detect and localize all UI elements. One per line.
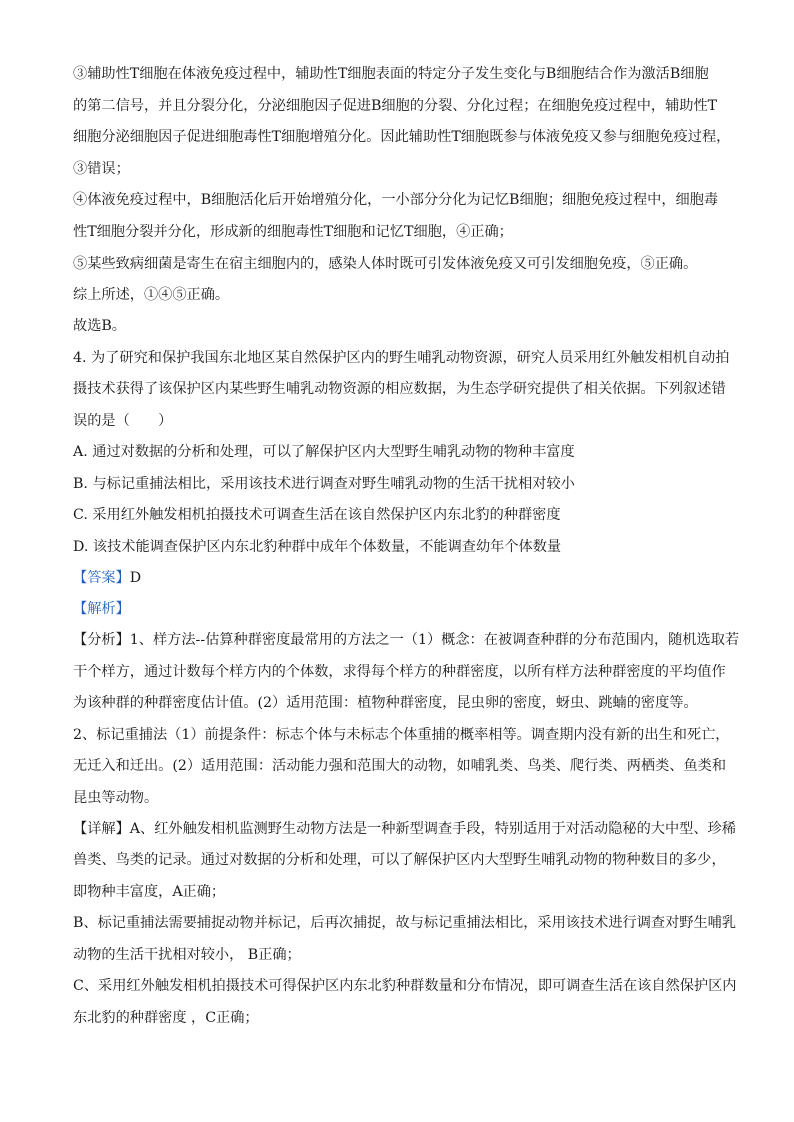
text-line: C、采用红外触发相机拍摄技术可得保护区内东北豹种群数量和分布情况，即可调查生活在该自然保护区内 (73, 978, 737, 994)
text-line: ④体液免疫过程中，B细胞活化后开始增殖分化，一小部分分化为记忆B细胞；细胞免疫过程中，细胞毒 (73, 192, 719, 208)
text-line: 2、标记重捕法（1）前提条件：标志个体与未标志个体重捕的概率相等。调查期内没有新的出生和死亡， (73, 727, 730, 743)
fenxi-text: 1、样方法--估算种群密度最常用的方法之一（1）概念：在被调查种群的分布范围内，随机选取若 (129, 632, 740, 648)
text-line: B、标记重捕法需要捕捉动物并标记，后再次捕捉，故与标记重捕法相比，采用该技术进行调查对野生哺乳 (73, 915, 737, 931)
option-b: B. 与标记重捕法相比，采用该技术进行调查对野生哺乳动物的生活干扰相对较小 (73, 476, 575, 492)
fenxi-label: 【分析】 (73, 632, 130, 648)
question-stem: 4. 为了研究和保护我国东北地区某自然保护区内的野生哺乳动物资源，研究人员采用红外触发相机自动拍 (73, 350, 730, 366)
text-line: 动物的生活干扰相对较小， B正确； (73, 947, 301, 963)
xiangjie-line (73, 819, 736, 839)
fenxi-line (73, 630, 740, 650)
text-line: ⑤某些致病细菌是寄生在宿主细胞内的，感染人体时既可引发体液免疫又可引发细胞免疫，⑤正确。 (73, 256, 698, 272)
xiangjie-label: 【详解】 (73, 821, 130, 837)
text-line: ③错误； (73, 161, 130, 177)
text-line: 即物种丰富度，A正确； (73, 884, 226, 900)
text-line: 东北豹的种群密度 ，C正确； (73, 1010, 259, 1026)
text-line: 的第二信号，并且分裂分化，分泌细胞因子促进B细胞的分裂、分化过程；在细胞免疫过程中，辅助性T (73, 98, 718, 114)
text-line: 兽类、鸟类的记录。通过对数据的分析和处理，可以了解保护区内大型野生哺乳动物的物种数目的多少， (73, 852, 726, 868)
option-a: A. 通过对数据的分析和处理，可以了解保护区内大型野生哺乳动物的物种丰富度 (73, 444, 575, 460)
answer-line (73, 568, 733, 588)
text-line: 性T细胞分裂并分化，形成新的细胞毒性T细胞和记忆T细胞，④正确； (73, 224, 513, 240)
answer-value: D (129, 570, 142, 586)
text-line: 细胞分泌细胞因子促进细胞毒性T细胞增殖分化。因此辅助性T细胞既参与体液免疫又参与细胞免疫过程， (73, 129, 731, 145)
analysis-label: 【解析】 (73, 601, 130, 617)
text-line: ③辅助性T细胞在体液免疫过程中，辅助性T细胞表面的特定分子发生变化与B细胞结合作为激活B细胞 (73, 66, 709, 82)
text-line: 干个样方，通过计数每个样方内的个体数，求得每个样方的种群密度，以所有样方法种群密度的平均值作 (73, 664, 726, 680)
option-c: C. 采用红外触发相机拍摄技术可调查生活在该自然保护区内东北豹的种群密度 (73, 507, 561, 523)
text-line: 昆虫等动物。 (73, 790, 159, 806)
xiangjie-text: A、红外触发相机监测野生动物方法是一种新型调查手段，特别适用于对活动隐秘的大中型、珍稀 (129, 821, 736, 837)
text-line: 为该种群的种群密度估计值。(2）适用范围：植物种群密度，昆虫卵的密度，蚜虫、跳蝻的密度等。 (73, 695, 698, 711)
option-d: D. 该技术能调查保护区内东北豹种群中成年个体数量，不能调查幼年个体数量 (73, 539, 562, 555)
answer-label: 【答案】 (73, 570, 130, 586)
text-line: 故选B。 (73, 318, 126, 334)
question-stem: 摄技术获得了该保护区内某些野生哺乳动物资源的相应数据，为生态学研究提供了相关依据。下列叙述错 (73, 381, 726, 397)
text-line: 无迁入和迁出。(2）适用范围：活动能力强和范围大的动物，如哺乳类、鸟类、爬行类、两栖类、鱼类和 (73, 758, 727, 774)
question-stem: 误的是（ ） (73, 413, 173, 429)
analysis-heading (73, 599, 733, 619)
text-line: 综上所述，①④⑤正确。 (73, 287, 230, 303)
